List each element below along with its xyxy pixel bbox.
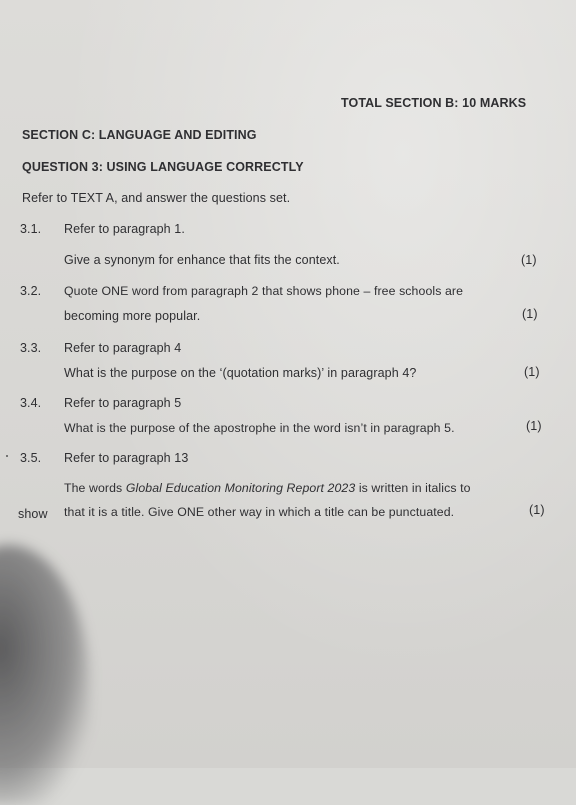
question-number: 3.3. [20,341,42,355]
italic-title: Global Education Monitoring Report 2023 [125,481,356,495]
question-line: What is the purpose on the ‘(quotation marks)’ in paragraph 4? [64,366,417,380]
question-mark: (1) [522,307,538,321]
question-line: becoming more popular. [64,309,201,323]
question-line: that it is a title. Give ONE other way in which a title can be punctuated. [64,505,455,519]
question-line: Refer to paragraph 4 [64,341,182,355]
question-line [64,481,471,495]
question-line: Refer to paragraph 5 [64,396,182,410]
question-line-lead: show [18,507,48,521]
question-number: 3.2. [20,284,42,298]
instruction-post: , and answer the questions set. [114,191,291,205]
instruction-bold: TEXT A [70,191,115,205]
question-number: 3.5. [20,451,42,465]
question-line: What is the purpose of the apostrophe in the word isn’t in paragraph 5. [64,421,455,435]
question-mark: (1) [529,503,545,517]
question-mark: (1) [524,365,540,379]
instruction-line [22,191,290,205]
instruction-pre: Refer to [22,191,71,205]
line-post: is written in italics to [355,481,471,495]
question-mark: (1) [521,253,537,267]
question-mark: (1) [526,419,542,433]
section-title: SECTION C: LANGUAGE AND EDITING [22,128,257,142]
total-marks-heading: TOTAL SECTION B: 10 MARKS [341,96,527,110]
question-line: Refer to paragraph 1. [64,222,185,236]
speck [6,455,8,457]
question-line: Refer to paragraph 13 [64,451,189,465]
hand-shadow [0,545,90,805]
question-line: Quote ONE word from paragraph 2 that shows phone – free schools are [64,284,464,298]
question-title: QUESTION 3: USING LANGUAGE CORRECTLY [22,160,304,174]
question-number: 3.4. [20,396,42,410]
question-line: Give a synonym for enhance that fits the context. [64,253,340,267]
question-number: 3.1. [20,222,42,236]
line-pre: The words [64,481,126,495]
